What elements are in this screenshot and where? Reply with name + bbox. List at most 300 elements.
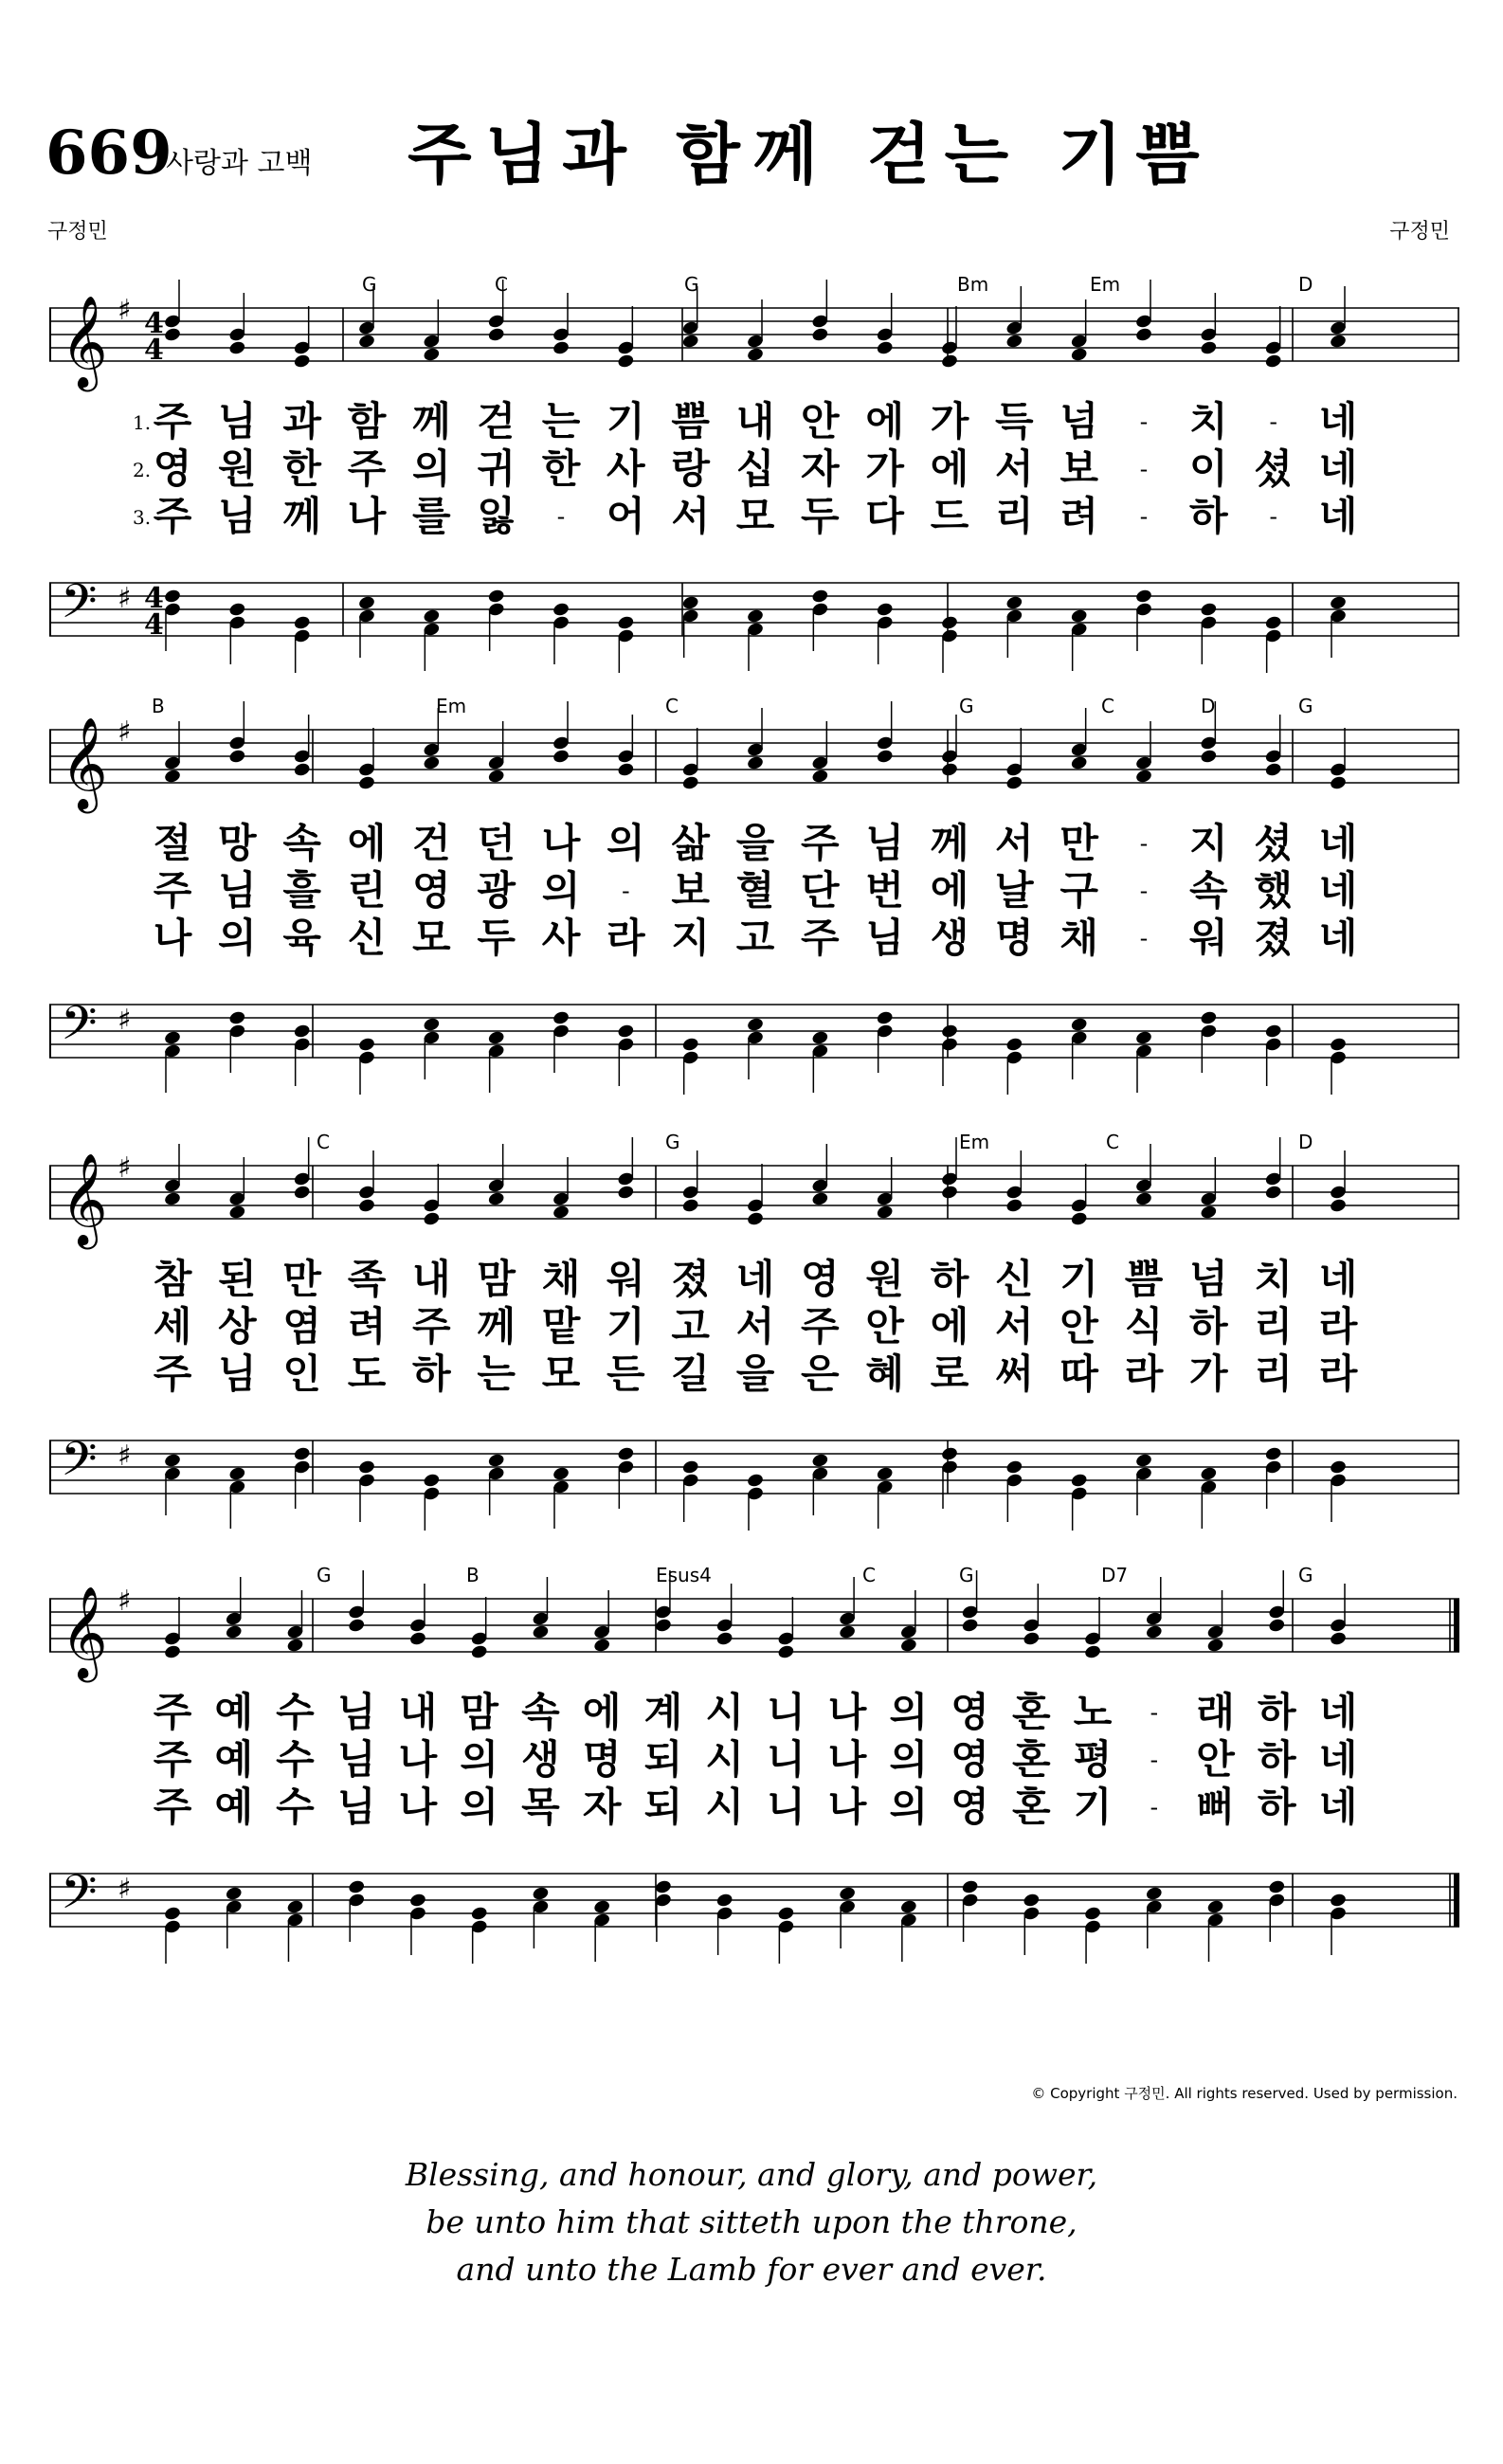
lyric-syllable: 의 <box>607 820 645 866</box>
notehead <box>746 755 764 771</box>
notehead <box>746 1473 764 1489</box>
lyric-syllable: 예 <box>214 1784 254 1830</box>
notehead <box>293 1185 311 1201</box>
chord-symbol: G <box>1298 695 1313 717</box>
notehead <box>163 1030 181 1046</box>
notehead <box>408 1631 426 1647</box>
lyric-syllable: 안 <box>1059 1303 1098 1350</box>
lyric-syllable: 네 <box>1318 820 1358 866</box>
notehead <box>470 1644 488 1660</box>
sharp-key-signature-icon: ♯ <box>118 1004 132 1037</box>
lyric-syllable: - <box>1150 1747 1159 1773</box>
notehead <box>1023 1893 1041 1909</box>
notehead <box>1134 589 1152 605</box>
chord-symbol: G <box>959 695 974 717</box>
chord-symbol: Em <box>959 1131 990 1153</box>
lyric-syllable: - <box>1139 925 1149 951</box>
lyric-syllable: 쁨 <box>1124 1256 1164 1302</box>
verse-number: 3. <box>133 506 152 529</box>
lyric-syllable: 건 <box>412 820 451 866</box>
verse-line-2 <box>49 1736 1459 1784</box>
notehead <box>1264 1024 1282 1040</box>
notehead <box>163 327 181 343</box>
notehead <box>552 749 570 765</box>
lyric-syllable: 주 <box>153 398 192 444</box>
notehead <box>940 353 958 370</box>
lyric-syllable: 님 <box>865 820 904 866</box>
lyric-syllable: 다 <box>865 493 904 539</box>
lyric-syllable: 네 <box>1318 493 1358 539</box>
verse-line-1 <box>49 398 1459 445</box>
time-signature-denominator: 4 <box>144 334 164 367</box>
chord-symbol: B <box>466 1564 480 1586</box>
lyric-syllable: 의 <box>460 1736 498 1783</box>
notehead <box>777 1644 795 1660</box>
chord-symbol: D <box>1298 273 1313 296</box>
lyric-syllable: 도 <box>347 1350 387 1397</box>
lyric-syllable: 님 <box>336 1784 376 1830</box>
lyric-syllable: 채 <box>541 1256 581 1302</box>
chord-symbol: G <box>665 1131 680 1153</box>
lyric-syllable: 했 <box>1254 867 1293 914</box>
lyric-syllable: - <box>1269 503 1277 530</box>
lyric-syllable: 는 <box>541 398 581 444</box>
sharp-key-signature-icon: ♯ <box>118 294 132 327</box>
lyric-syllable: 께 <box>412 398 451 444</box>
lyric-syllable: 고 <box>671 1303 710 1350</box>
lyric-syllable: 신 <box>347 915 387 961</box>
chord-symbol: G <box>684 273 699 296</box>
lyric-syllable: 채 <box>1059 915 1098 961</box>
verse-line-2 <box>49 1303 1459 1350</box>
sharp-key-signature-icon: ♯ <box>118 1440 132 1473</box>
notehead <box>961 1879 979 1895</box>
notehead <box>1200 749 1218 765</box>
notehead <box>593 1638 611 1654</box>
lyric-syllable: 자 <box>801 445 840 492</box>
music-system-2 <box>49 697 1459 1095</box>
lyric-syllable: 하 <box>1257 1784 1296 1830</box>
notehead <box>1264 353 1282 370</box>
notehead <box>876 1010 894 1026</box>
lyric-syllable: 모 <box>735 493 775 539</box>
lyric-syllable: 셨 <box>1254 445 1293 492</box>
lyric-syllable: 기 <box>607 398 645 444</box>
lyric-syllable: 평 <box>1073 1736 1113 1783</box>
lyric-syllable: - <box>1269 408 1277 435</box>
lyric-syllable: 이 <box>1189 445 1228 492</box>
lyric-syllable: 영 <box>951 1784 989 1830</box>
notehead <box>286 1899 304 1915</box>
lyric-syllable: 시 <box>705 1784 744 1830</box>
lyric-syllable: 나 <box>827 1784 867 1830</box>
treble-clef-icon: 𝄞 <box>61 716 108 809</box>
notehead <box>876 749 894 765</box>
notehead <box>552 340 570 356</box>
lyric-syllable: 수 <box>276 1784 315 1830</box>
lyric-syllable: 셨 <box>1254 820 1293 866</box>
verse-line-2 <box>49 867 1459 915</box>
notehead <box>293 1446 311 1462</box>
lyric-syllable: 로 <box>930 1350 969 1397</box>
lyric-syllable: 안 <box>801 398 840 444</box>
chord-symbol: D <box>1298 1131 1313 1153</box>
lyric-syllable: 에 <box>347 820 387 866</box>
notehead <box>617 615 635 631</box>
notehead <box>1145 1886 1163 1902</box>
lyric-syllable: 고 <box>735 915 775 961</box>
notehead <box>1134 327 1152 343</box>
lyric-syllable: - <box>1139 878 1149 904</box>
notehead <box>163 1191 181 1207</box>
lyric-syllable: 주 <box>153 493 192 539</box>
lyric-syllable: 네 <box>1318 398 1358 444</box>
notehead <box>228 602 246 618</box>
notehead <box>552 1466 570 1482</box>
notehead <box>1206 1899 1224 1915</box>
notehead <box>408 1893 426 1909</box>
notehead <box>1200 1466 1218 1482</box>
lyric-syllable: 단 <box>801 867 840 914</box>
notehead <box>487 589 505 605</box>
notehead <box>1200 340 1218 356</box>
notehead <box>811 769 829 785</box>
notehead <box>940 1446 958 1462</box>
bass-clef-icon: 𝄢 <box>61 1432 98 1498</box>
lyric-syllable: 만 <box>1059 820 1098 866</box>
copyright-notice: © Copyright 구정민. All rights reserved. Used by permission. <box>1031 2085 1458 2102</box>
lyric-syllable: 님 <box>218 867 257 914</box>
lyric-syllable: 라 <box>1318 1303 1358 1350</box>
notehead <box>681 334 699 350</box>
quote-line-2: be unto him that sitteth upon the throne, <box>426 2203 1077 2240</box>
notehead <box>777 1906 795 1922</box>
lyric-syllable: 맘 <box>477 1256 516 1302</box>
chord-symbol: D7 <box>1101 1564 1129 1586</box>
notehead <box>617 1446 635 1462</box>
lyric-syllable: 생 <box>930 915 969 961</box>
lyric-syllable: 혼 <box>1012 1784 1051 1830</box>
lyric-syllable: 하 <box>1257 1736 1296 1783</box>
sharp-key-signature-icon: ♯ <box>118 1873 132 1906</box>
notehead <box>1070 1473 1088 1489</box>
lyric-syllable: 뻐 <box>1196 1784 1235 1830</box>
music-system-3 <box>49 1132 1459 1531</box>
chord-symbol: B <box>152 695 165 717</box>
notehead <box>1200 602 1218 618</box>
notehead <box>1083 1644 1101 1660</box>
notehead <box>423 608 441 625</box>
notehead <box>228 749 246 765</box>
lyric-syllable: 네 <box>1318 1736 1358 1783</box>
notehead <box>1264 1446 1282 1462</box>
lyric-syllable: 혼 <box>1012 1689 1051 1735</box>
time-signature-numerator: 4 <box>144 582 164 615</box>
lyric-syllable: 하 <box>1257 1689 1296 1735</box>
notehead <box>228 1205 246 1221</box>
lyric-syllable: 주 <box>153 1689 192 1735</box>
lyric-syllable: 주 <box>153 1350 192 1397</box>
bass-clef-icon: 𝄢 <box>61 574 98 641</box>
lyric-syllable: 어 <box>607 493 645 539</box>
notehead <box>423 1017 441 1033</box>
lyric-syllable: 님 <box>865 915 904 961</box>
lyric-syllable: 나 <box>153 915 192 961</box>
notehead <box>876 340 894 356</box>
notehead <box>1005 334 1023 350</box>
lyric-syllable: 영 <box>412 867 451 914</box>
notehead <box>1329 775 1347 791</box>
notehead <box>423 755 441 771</box>
lyric-syllable: 계 <box>643 1689 683 1735</box>
lyric-syllable: - <box>1139 408 1149 435</box>
lyric-syllable: 인 <box>282 1350 321 1397</box>
lyric-syllable: 에 <box>930 867 969 914</box>
lyric-syllable: 맘 <box>460 1689 498 1735</box>
lyric-syllable: 한 <box>282 445 321 492</box>
notehead <box>811 1453 829 1469</box>
lyric-syllable: 라 <box>607 915 645 961</box>
lyric-syllable: 치 <box>1254 1256 1293 1302</box>
lyric-syllable: 속 <box>282 820 321 866</box>
lyric-syllable: 주 <box>801 1303 840 1350</box>
lyric-syllable: 님 <box>336 1689 376 1735</box>
lyric-syllable: - <box>556 503 566 530</box>
notehead <box>1070 347 1088 363</box>
notehead <box>811 589 829 605</box>
lyric-syllable: 안 <box>1196 1736 1235 1783</box>
notehead <box>940 615 958 631</box>
lyric-syllable: 를 <box>412 493 451 539</box>
notehead <box>1329 595 1347 611</box>
lyric-syllable: 생 <box>521 1736 560 1783</box>
lyric-syllable: 사 <box>541 915 581 961</box>
lyric-syllable: 날 <box>995 867 1034 914</box>
lyric-syllable: 주 <box>347 445 387 492</box>
verse-line-3 <box>49 493 1459 540</box>
notehead <box>839 1624 857 1640</box>
notehead <box>487 1453 505 1469</box>
notehead <box>1070 1211 1088 1227</box>
lyric-syllable: 쁨 <box>671 398 710 444</box>
lyric-syllable: 졌 <box>671 1256 710 1302</box>
lyric-syllable: 참 <box>153 1256 192 1302</box>
notehead <box>163 1453 181 1469</box>
notehead <box>163 589 181 605</box>
hymn-title: 주님과 함께 걷는 기쁨 <box>407 116 1213 193</box>
lyric-syllable: 지 <box>1189 820 1228 866</box>
quote-line-3: and unto the Lamb for ever and ever. <box>456 2251 1047 2288</box>
notehead <box>470 1906 488 1922</box>
notehead <box>423 1211 441 1227</box>
notehead <box>1070 608 1088 625</box>
notehead <box>715 1893 733 1909</box>
lyric-syllable: 의 <box>460 1784 498 1830</box>
notehead <box>876 1466 894 1482</box>
lyric-syllable: 만 <box>282 1256 321 1302</box>
lyric-syllable: 나 <box>398 1736 438 1783</box>
notehead <box>1134 1030 1152 1046</box>
sharp-key-signature-icon: ♯ <box>118 1585 132 1618</box>
lyric-syllable: 주 <box>412 1303 451 1350</box>
notehead <box>1005 595 1023 611</box>
lyric-syllable: 서 <box>995 1303 1034 1350</box>
lyric-syllable: 나 <box>347 493 387 539</box>
notehead <box>654 1618 672 1634</box>
lyric-syllable: 서 <box>671 493 710 539</box>
lyric-syllable: 맡 <box>541 1303 581 1350</box>
lyric-syllable: 혼 <box>1012 1736 1051 1783</box>
lyric-syllable: 과 <box>282 398 321 444</box>
lyric-syllable: 님 <box>218 1350 257 1397</box>
notehead <box>746 1211 764 1227</box>
lyric-syllable: 내 <box>398 1689 438 1735</box>
lyric-syllable: 든 <box>607 1350 645 1397</box>
lyric-syllable: 보 <box>1059 445 1098 492</box>
notehead <box>1264 1185 1282 1201</box>
lyric-syllable: 나 <box>541 820 581 866</box>
notehead <box>1329 1198 1347 1214</box>
notehead <box>811 1191 829 1207</box>
notehead <box>617 1185 635 1201</box>
lyric-syllable: 모 <box>541 1350 581 1397</box>
notehead <box>617 353 635 370</box>
lyric-syllable: 에 <box>930 1303 969 1350</box>
notehead <box>961 1618 979 1634</box>
lyric-syllable: 육 <box>282 915 321 961</box>
lyric-syllable: 니 <box>767 1689 806 1735</box>
notehead <box>1329 1459 1347 1476</box>
lyric-syllable: 의 <box>889 1689 929 1735</box>
lyric-syllable: 득 <box>995 398 1034 444</box>
lyric-syllable: 의 <box>889 1736 929 1783</box>
lyric-syllable: 명 <box>582 1736 622 1783</box>
notehead <box>1005 775 1023 791</box>
lyric-syllable: 라 <box>1318 1350 1358 1397</box>
notehead <box>228 1010 246 1026</box>
notehead <box>1268 1879 1286 1895</box>
lyric-syllable: 네 <box>1318 1256 1358 1302</box>
sharp-key-signature-icon: ♯ <box>118 716 132 749</box>
chord-symbol: G <box>1298 1564 1313 1586</box>
lyric-syllable: 하 <box>1189 493 1228 539</box>
chord-symbol: C <box>665 695 679 717</box>
lyric-syllable: 내 <box>412 1256 451 1302</box>
lyric-syllable: 혈 <box>735 867 775 914</box>
sharp-key-signature-icon: ♯ <box>118 1151 132 1185</box>
lyric-syllable: 영 <box>951 1689 989 1735</box>
chord-symbol: Bm <box>957 273 989 296</box>
lyric-syllable: 넘 <box>1059 398 1098 444</box>
lyric-syllable: 광 <box>477 867 516 914</box>
lyric-syllable: 은 <box>801 1350 840 1397</box>
lyric-syllable: 주 <box>153 1736 192 1783</box>
lyric-syllable: 명 <box>995 915 1034 961</box>
verse-line-3 <box>49 1784 1459 1831</box>
lyric-syllable: 주 <box>801 915 840 961</box>
notehead <box>1329 1037 1347 1053</box>
lyric-syllable: 네 <box>1318 867 1358 914</box>
lyric-syllable: - <box>1139 503 1149 530</box>
lyric-syllable: 넘 <box>1189 1256 1228 1302</box>
verse-line-1 <box>49 820 1459 867</box>
notehead <box>876 1205 894 1221</box>
notehead <box>163 769 181 785</box>
notehead <box>228 340 246 356</box>
notehead <box>1070 755 1088 771</box>
lyric-syllable: 래 <box>1196 1689 1235 1735</box>
notehead <box>681 1459 699 1476</box>
notehead <box>617 762 635 778</box>
notehead <box>487 769 505 785</box>
notehead <box>1005 1037 1023 1053</box>
lyric-syllable: 랑 <box>671 445 710 492</box>
notehead <box>228 1466 246 1482</box>
chord-symbol: C <box>495 273 508 296</box>
lyric-syllable: 예 <box>214 1736 254 1783</box>
composer-credit: 구정민 <box>1389 220 1450 244</box>
notehead <box>1264 762 1282 778</box>
treble-clef-icon: 𝄞 <box>61 1585 108 1678</box>
notehead <box>1083 1906 1101 1922</box>
lyric-syllable: 의 <box>541 867 581 914</box>
lyric-syllable: 절 <box>153 820 192 866</box>
lyric-syllable: 리 <box>1254 1303 1293 1350</box>
lyric-syllable: 서 <box>995 820 1034 866</box>
lyric-syllable: 리 <box>1254 1350 1293 1397</box>
lyricist-credit: 구정민 <box>47 220 108 244</box>
lyric-syllable: 내 <box>735 398 775 444</box>
lyric-syllable: 지 <box>671 915 710 961</box>
lyric-syllable: 을 <box>735 1350 775 1397</box>
lyric-syllable: - <box>1150 1699 1159 1726</box>
lyric-syllable: 치 <box>1189 398 1228 444</box>
notehead <box>811 1030 829 1046</box>
lyric-syllable: 네 <box>1318 915 1358 961</box>
bass-clef-icon: 𝄢 <box>61 996 98 1062</box>
notehead <box>940 762 958 778</box>
notehead <box>899 1899 917 1915</box>
lyric-syllable: 된 <box>218 1256 257 1302</box>
lyric-syllable: 드 <box>930 493 969 539</box>
notehead <box>225 1624 243 1640</box>
lyric-syllable: 가 <box>865 445 904 492</box>
lyric-syllable: 십 <box>735 445 775 492</box>
notehead <box>532 1886 550 1902</box>
chord-symbol: C <box>862 1564 876 1586</box>
lyric-syllable: 서 <box>735 1303 775 1350</box>
lyric-syllable: - <box>1150 1794 1159 1821</box>
lyric-syllable: 기 <box>1059 1256 1098 1302</box>
notehead <box>1070 1017 1088 1033</box>
chord-symbol: G <box>959 1564 974 1586</box>
notehead <box>293 353 311 370</box>
notehead <box>293 1024 311 1040</box>
notehead <box>357 1459 375 1476</box>
lyric-syllable: 한 <box>541 445 581 492</box>
notehead <box>899 1638 917 1654</box>
lyric-syllable: 안 <box>865 1303 904 1350</box>
lyric-syllable: 님 <box>218 398 257 444</box>
chord-symbol: C <box>1106 1131 1119 1153</box>
notehead <box>357 775 375 791</box>
notehead <box>1145 1624 1163 1640</box>
lyric-syllable: 상 <box>218 1303 257 1350</box>
lyric-syllable: 써 <box>995 1350 1034 1397</box>
lyric-syllable: 의 <box>889 1784 929 1830</box>
lyric-syllable: 두 <box>477 915 516 961</box>
notehead <box>681 775 699 791</box>
